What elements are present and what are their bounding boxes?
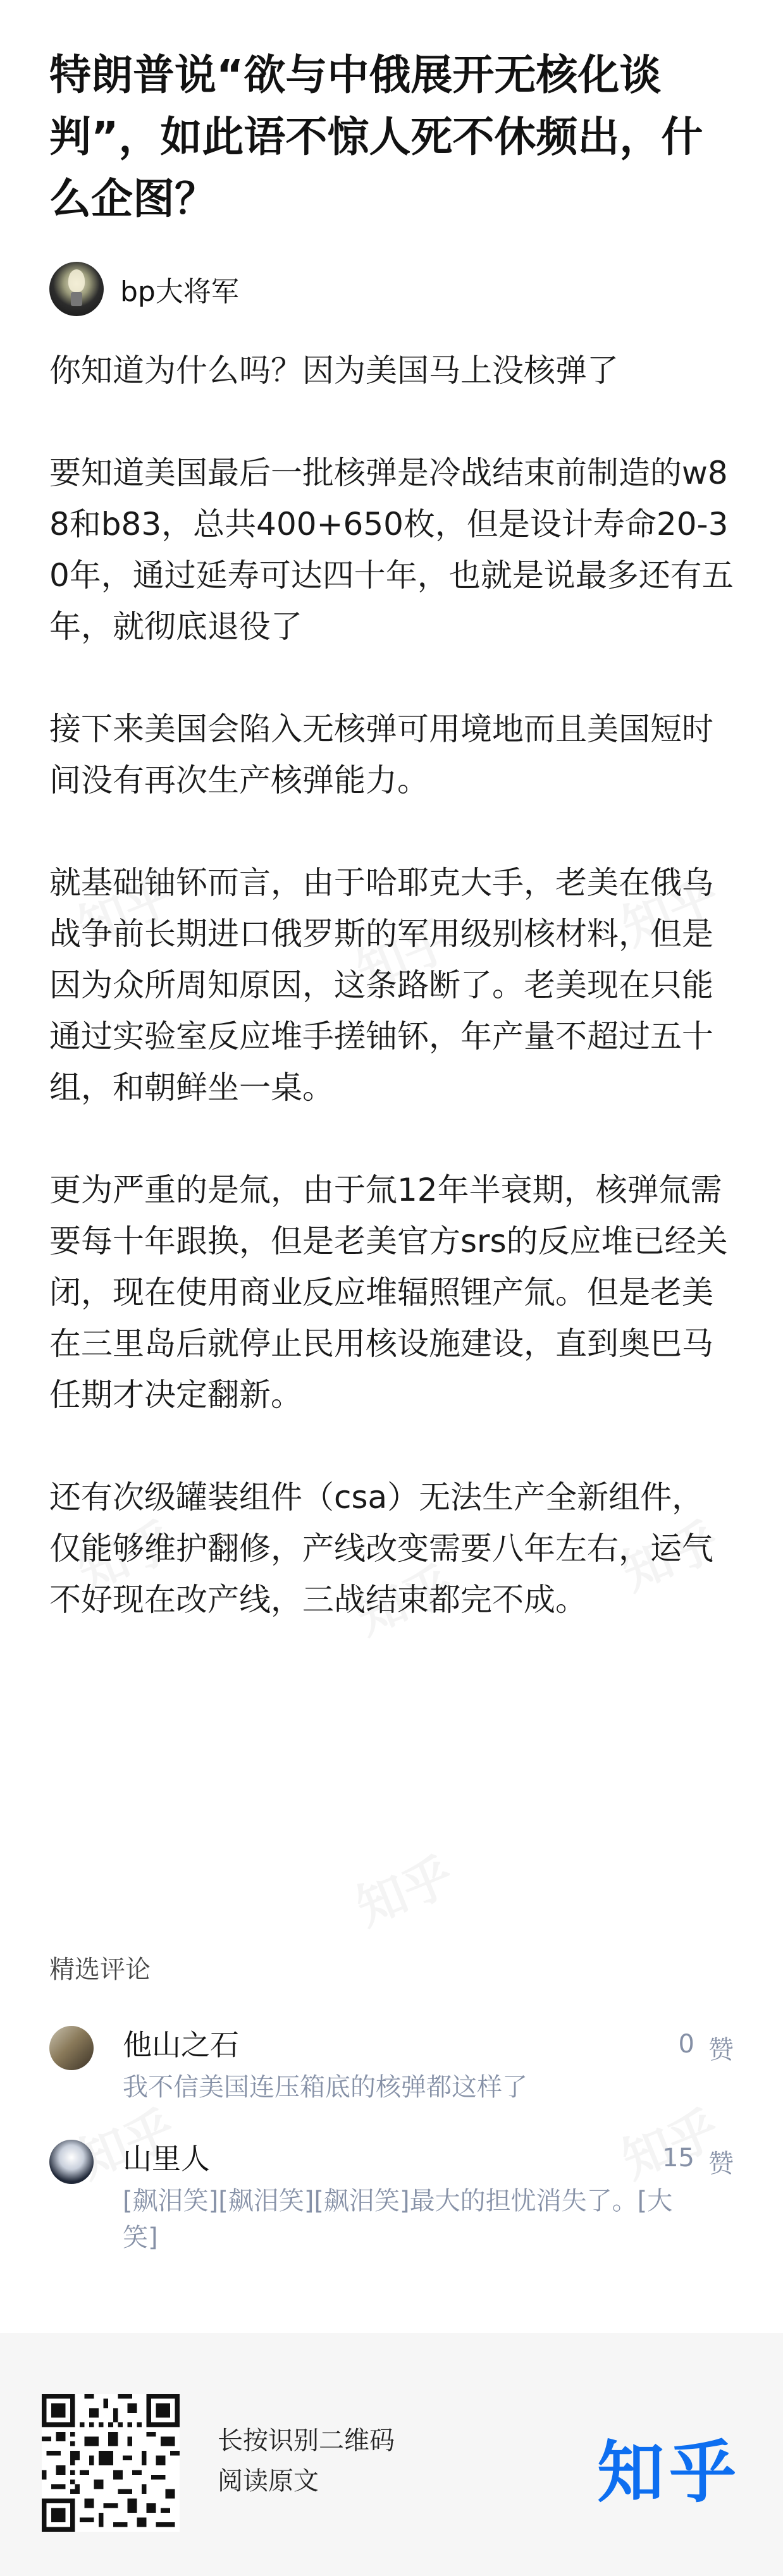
comments-heading: 精选评论 [49, 1955, 151, 1984]
comment-item[interactable] [49, 2140, 734, 2256]
commenter-avatar[interactable] [49, 2026, 94, 2070]
paragraph: 接下来美国会陷入无核弹可用境地而且美国短时间没有再次生产核弹能力。 [49, 711, 713, 799]
commenter-name[interactable]: 他山之石 [123, 2028, 239, 2062]
watermark [345, 1837, 463, 1939]
paragraph: 还有次级罐装组件（csa）无法生产全新组件，仅能够维护翻修，产线改变需要八年左右，运气不好现在改产线，三战结束都完不成。 [49, 1479, 713, 1618]
paragraph: 你知道为什么吗？因为美国马上没核弹了 [49, 352, 619, 389]
featured-comments [0, 1947, 783, 2256]
footer-line-1: 长按识别二维码 [218, 2426, 395, 2455]
paragraph: 更为严重的是氚，由于氚12年半衰期，核弹氚需要每十年跟换，但是老美官方srs的反应堆已经关闭，现在使用商业反应堆辐照锂产氚。但是老美在三里岛后就停止民用核设施建设，直到奥巴马任期才决定翻新。 [49, 1172, 728, 1413]
like-count[interactable] [662, 2144, 734, 2180]
paragraph: 要知道美国最后一批核弹是冷战结束前制造的w88和b83，总共400+650枚，但是设计寿命20-30年，通过延寿可达四十年，也就是说最多还有五年，就彻底退役了 [49, 455, 734, 645]
author-row[interactable] [49, 261, 734, 317]
comment-text: [飙泪笑][飙泪笑][飙泪笑]最大的担忧消失了。[大笑] [123, 2187, 673, 2252]
share-footer [0, 2333, 783, 2576]
qr-code-icon[interactable] [42, 2394, 180, 2532]
commenter-avatar[interactable] [49, 2140, 94, 2184]
author-avatar[interactable] [49, 262, 104, 316]
article-title: 特朗普说“欲与中俄展开无核化谈判”，如此语不惊人死不休频出，什么企图？ [49, 51, 703, 223]
comment-item[interactable] [49, 2026, 734, 2106]
footer-hint [218, 2420, 395, 2501]
like-number: 15 [662, 2144, 694, 2173]
zhihu-logo: 知乎 [597, 2434, 741, 2512]
author-name[interactable]: bp大将军 [120, 276, 239, 308]
commenter-name[interactable]: 山里人 [123, 2142, 210, 2176]
comment-text: 我不信美国连压箱底的核弹都这样了 [123, 2073, 527, 2102]
paragraph: 就基础铀钚而言，由于哈耶克大手，老美在俄乌战争前长期进口俄罗斯的军用级别核材料，但是因为众所周知原因，这条路断了。老美现在只能通过实验室反应堆手搓铀钚，年产量不超过五十组，和朝鲜坐一桌。 [49, 864, 713, 1106]
article-body [49, 345, 734, 1626]
like-number: 0 [678, 2030, 694, 2059]
like-label: 赞 [708, 2035, 734, 2064]
like-label: 赞 [708, 2149, 734, 2178]
like-count[interactable] [679, 2030, 734, 2066]
footer-line-2[interactable]: 阅读原文 [218, 2467, 319, 2496]
